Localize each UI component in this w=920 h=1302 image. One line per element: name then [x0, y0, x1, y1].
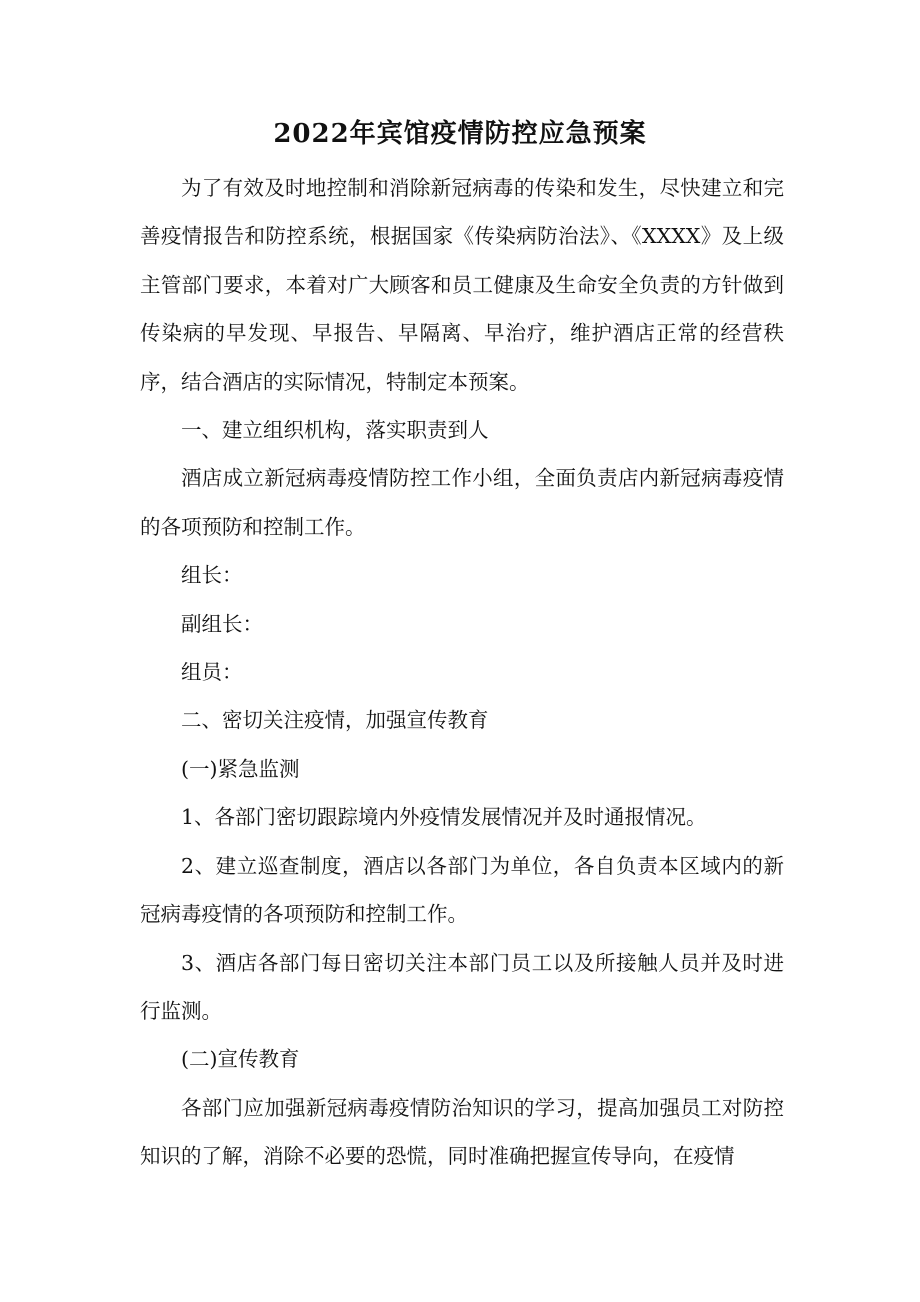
list-item-3: 3、酒店各部门每日密切关注本部门员工以及所接触人员并及时进行监测。 [140, 950, 784, 1023]
section-heading-2: 二、密切关注疫情，加强宣传教育 [181, 708, 489, 733]
list-item-1: 1、各部门密切跟踪境内外疫情发展情况并及时通报情况。 [181, 805, 707, 830]
paragraph-organization: 酒店成立新冠病毒疫情防控工作小组，全面负责店内新冠病毒疫情的各项预防和控制工作。 [140, 466, 784, 539]
document-body [140, 164, 784, 1181]
list-item-2: 2、建立巡查制度，酒店以各部门为单位，各自负责本区域内的新冠病毒疫情的各项预防和控制工作。 [140, 853, 784, 927]
field-group-members: 组员： [181, 660, 243, 685]
subsection-heading-education: (二)宣传教育 [181, 1047, 300, 1072]
paragraph-education: 各部门应加强新冠病毒疫情防治知识的学习，提高加强员工对防控知识的了解，消除不必要的恐慌，同时准确把握宣传导向，在疫情 [140, 1095, 784, 1169]
paragraph-intro: 为了有效及时地控制和消除新冠病毒的传染和发生，尽快建立和完善疫情报告和防控系统，根据国家《传染病防治法》、《XXXX》及上级主管部门要求，本着对广大顾客和员工健康及生命安全负责的方针做到传染病的早发现、早报告、早隔离、早治疗，维护酒店正常的经营秩序，结合酒店的实际情况，特制定本预案。 [140, 176, 784, 394]
field-deputy-leader: 副组长： [181, 611, 263, 636]
subsection-heading-monitoring: (一)紧急监测 [181, 756, 300, 781]
section-heading-1: 一、建立组织机构，落实职责到人 [181, 418, 489, 443]
field-group-leader: 组长： [181, 563, 243, 588]
document-title: 2022年宾馆疫情防控应急预案 [273, 119, 647, 149]
